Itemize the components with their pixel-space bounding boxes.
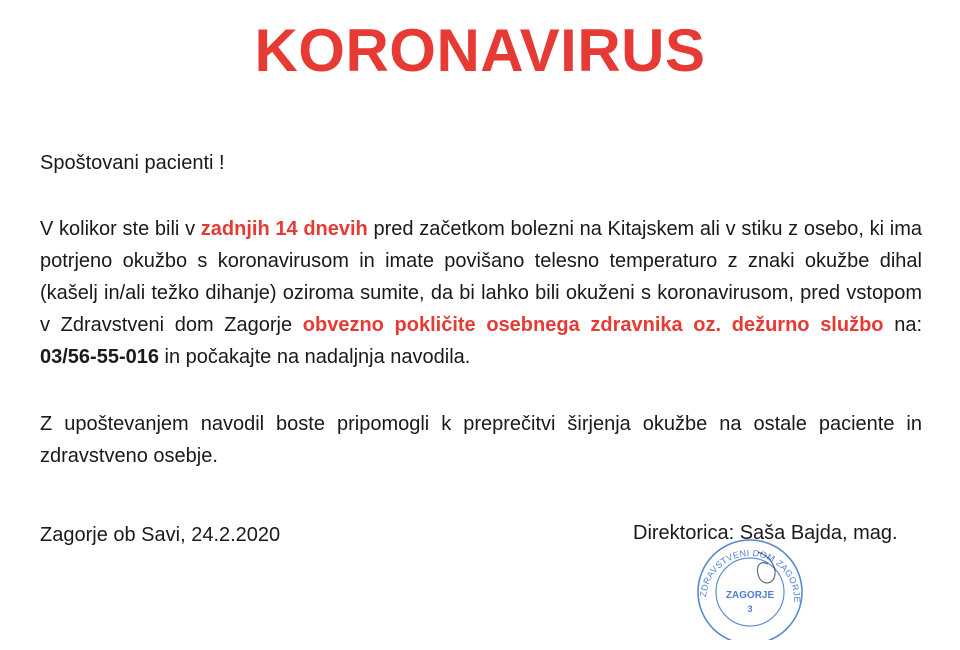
phone-number: 03/56-55-016 xyxy=(40,346,159,368)
paragraph-text: pred začetkom bolezni na Kitajskem ali v stiku z osebo, ki ima potrjeno okužbo s koronavirusom in imate povišano telesno temperaturo z znaki okužbe dihal (kašelj in/ali težko dihanje) oziroma sumite, da bi lahko bili okuženi s koronavirusom, pred vstopom v Zdravstveni dom Zagorje xyxy=(40,218,922,336)
official-stamp xyxy=(690,530,810,640)
paragraph-text: in počakajte na nadaljnja navodila. xyxy=(158,346,471,368)
stamp-center-text: ZAGORJE xyxy=(725,590,775,601)
greeting: Spoštovani pacienti ! xyxy=(40,152,225,174)
highlight-call-instruction: obvezno pokličite osebnega zdravnika oz. dežurno službo xyxy=(302,314,884,336)
director-signature-line: Direktorica: Saša Bajda, mag. xyxy=(633,522,898,544)
secondary-paragraph: Z upoštevanjem navodil boste pripomogli k preprečitvi širjenja okužbe na ostale paciente in zdravstveno osebje. xyxy=(40,413,922,467)
stamp-outer-text: ZDRAVSTVENI DOM ZAGORJE xyxy=(698,547,803,603)
place-date: Zagorje ob Savi, 24.2.2020 xyxy=(40,524,281,546)
stamp-number: 3 xyxy=(747,604,753,614)
paragraph-text: V kolikor ste bili v xyxy=(40,218,201,240)
paragraph-text: na: xyxy=(883,314,923,336)
stamp-icon xyxy=(690,530,810,640)
main-paragraph xyxy=(40,213,922,373)
page-title: KORONAVIRUS xyxy=(254,17,706,84)
highlight-timeframe: zadnjih 14 dnevih xyxy=(200,218,368,240)
